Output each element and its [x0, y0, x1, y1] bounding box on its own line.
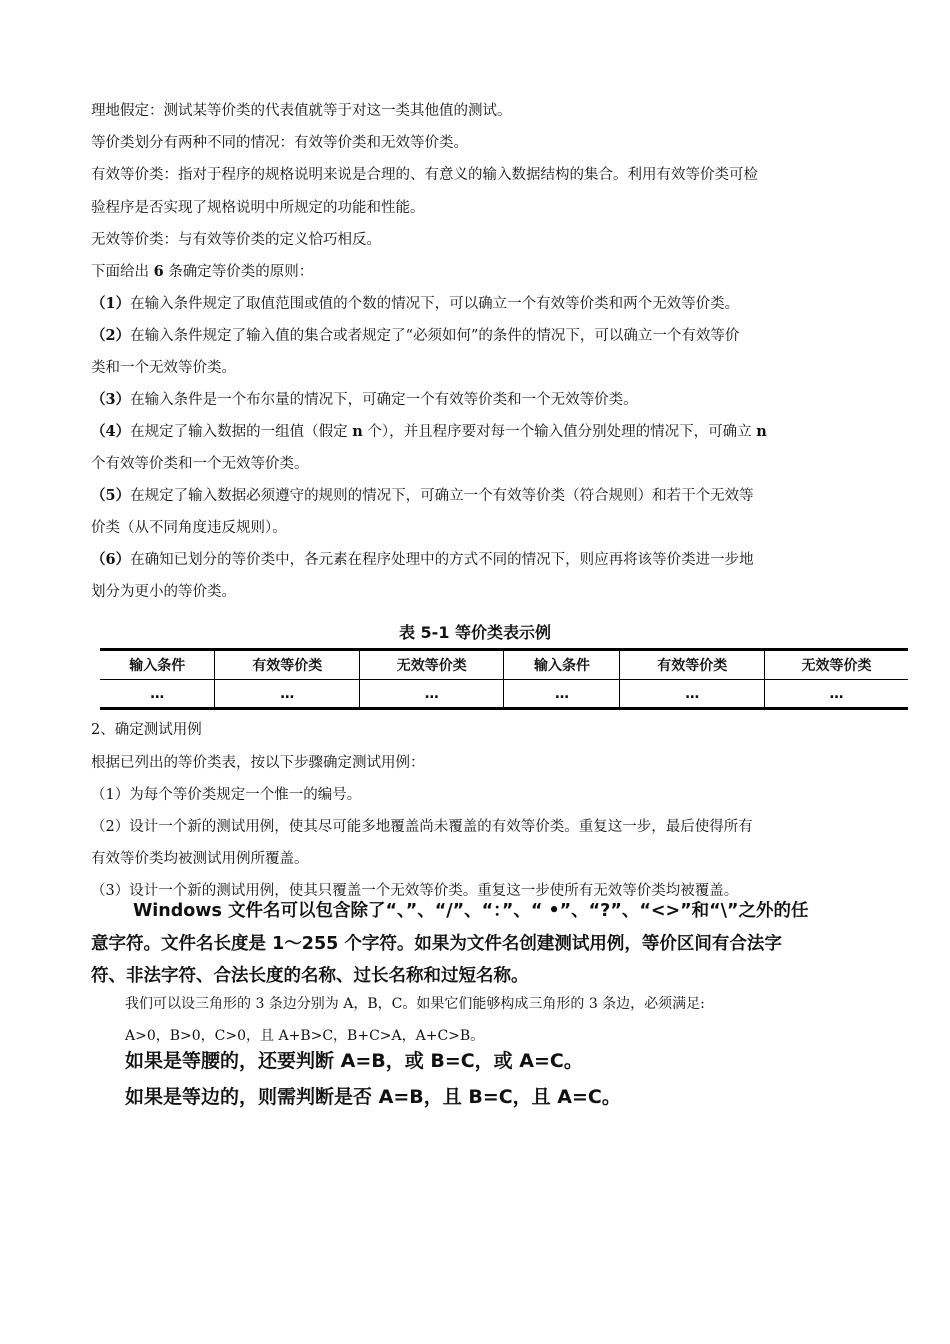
- rule-3: [91, 390, 871, 410]
- header-invalid-class: 无效等价类: [359, 650, 504, 680]
- windows-filename-line1: Windows 文件名可以包含除了“、”、“/”、“：”、“ •”、“?”、“<>”和“\”之外的任: [133, 901, 809, 921]
- table-caption: 表 5-1 等价类表示例: [398, 623, 552, 642]
- table-cell: …: [215, 680, 360, 709]
- rule-number: （6）: [91, 551, 131, 568]
- rule-2-line1: [91, 326, 871, 346]
- paragraph-representative-value: 理地假定：测试某等价类的代表值就等于对这一类其他值的测试。: [91, 103, 512, 119]
- rule-number: （5）: [91, 487, 131, 504]
- triangle-sides-intro: 我们可以设三角形的 3 条边分别为 A，B，C。如果它们能够构成三角形的 3 条边，必须满足:: [125, 996, 705, 1012]
- rule-5-line1: [91, 486, 871, 506]
- table-row: [100, 680, 908, 709]
- section-intro: 根据已列出的等价类表，按以下步骤确定测试用例：: [91, 755, 425, 771]
- rule-text: 在输入条件是一个布尔量的情况下，可确定一个有效等价类和一个无效等价类。: [130, 392, 638, 408]
- rule-2-line2: 类和一个无效等价类。: [91, 360, 236, 376]
- rule-text: 在输入条件规定了取值范围或值的个数的情况下，可以确立一个有效等价类和两个无效等价类。: [130, 296, 740, 312]
- variable-n: n: [352, 423, 363, 440]
- paragraph-six-principles: [91, 262, 871, 282]
- rule-text: 在规定了输入数据的一组值（假定: [130, 424, 353, 440]
- text: 条确定等价类的原则：: [163, 264, 314, 280]
- rule-1: [91, 294, 871, 314]
- paragraph-valid-class-line1: 有效等价类：指对于程序的规格说明来说是合理的、有意义的输入数据结构的集合。利用有效等价类可检: [91, 167, 758, 183]
- header-invalid-class: 无效等价类: [764, 650, 908, 680]
- rule-number: （3）: [91, 391, 131, 408]
- rule-6-line1: [91, 550, 871, 570]
- header-input-condition: 输入条件: [129, 658, 186, 674]
- rule-text: 个），并且程序要对每一个输入值分别处理的情况下，可确立: [362, 424, 757, 440]
- rule-text: 在输入条件规定了输入值的集合或者规定了“必须如何”的条件的情况下，可以确立一个有效等价: [130, 328, 740, 344]
- header-valid-class: 有效等价类: [620, 650, 765, 680]
- step-2-line1: （2）设计一个新的测试用例，使其尽可能多地覆盖尚未覆盖的有效等价类。重复这一步，最后使得所有: [91, 819, 753, 835]
- triangle-condition: A>0，B>0，C>0，且 A+B>C，B+C>A，A+C>B。: [125, 1028, 485, 1044]
- isosceles-check: 如果是等腰的，还要判断 A=B，或 B=C，或 A=C。: [125, 1050, 583, 1072]
- equivalence-class-table: [100, 648, 908, 710]
- section-heading-test-cases: 2、确定测试用例: [91, 722, 202, 738]
- paragraph-valid-class-line2: 验程序是否实现了规格说明中所规定的功能和性能。: [91, 200, 425, 216]
- paragraph-invalid-class: 无效等价类：与有效等价类的定义恰巧相反。: [91, 232, 381, 248]
- header-input-condition: 输入条件: [504, 650, 620, 680]
- table-cell: …: [359, 680, 504, 709]
- table-cell: …: [504, 680, 620, 709]
- equilateral-check: 如果是等边的，则需判断是否 A=B，且 B=C，且 A=C。: [125, 1086, 621, 1108]
- table-cell: …: [620, 680, 765, 709]
- rule-text: 在确知已划分的等价类中，各元素在程序处理中的方式不同的情况下，则应再将该等价类进一步地: [130, 552, 754, 568]
- windows-filename-line2: 意字符。文件名长度是 1～255 个字符。如果为文件名创建测试用例，等价区间有合法字: [91, 934, 782, 954]
- table-cell: …: [150, 685, 165, 702]
- header-valid-class: 有效等价类: [215, 650, 360, 680]
- rule-number: （2）: [91, 327, 131, 344]
- table-header-row: [100, 650, 908, 680]
- paragraph-two-cases: 等价类划分有两种不同的情况：有效等价类和无效等价类。: [91, 135, 468, 151]
- rule-6-line2: 划分为更小的等价类。: [91, 584, 236, 600]
- rule-4-line2: 个有效等价类和一个无效等价类。: [91, 456, 309, 472]
- step-3: （3）设计一个新的测试用例，使其只覆盖一个无效等价类。重复这一步使所有无效等价类均被覆盖。: [91, 883, 739, 899]
- rule-number: （1）: [91, 295, 131, 312]
- rule-4-line1: [91, 422, 871, 442]
- text: 下面给出: [91, 264, 154, 280]
- windows-filename-line3: 符、非法字符、合法长度的名称、过长名称和过短名称。: [91, 966, 529, 986]
- step-2-line2: 有效等价类均被测试用例所覆盖。: [91, 851, 309, 867]
- step-1: （1）为每个等价类规定一个惟一的编号。: [91, 787, 362, 803]
- variable-n: n: [756, 423, 767, 440]
- table-cell: …: [764, 680, 908, 709]
- rule-number: （4）: [91, 423, 131, 440]
- rule-5-line2: 价类（从不同角度违反规则）。: [91, 520, 287, 536]
- rule-text: 在规定了输入数据必须遵守的规则的情况下，可确立一个有效等价类（符合规则）和若干个无效等: [130, 488, 754, 504]
- number: 6: [153, 263, 164, 280]
